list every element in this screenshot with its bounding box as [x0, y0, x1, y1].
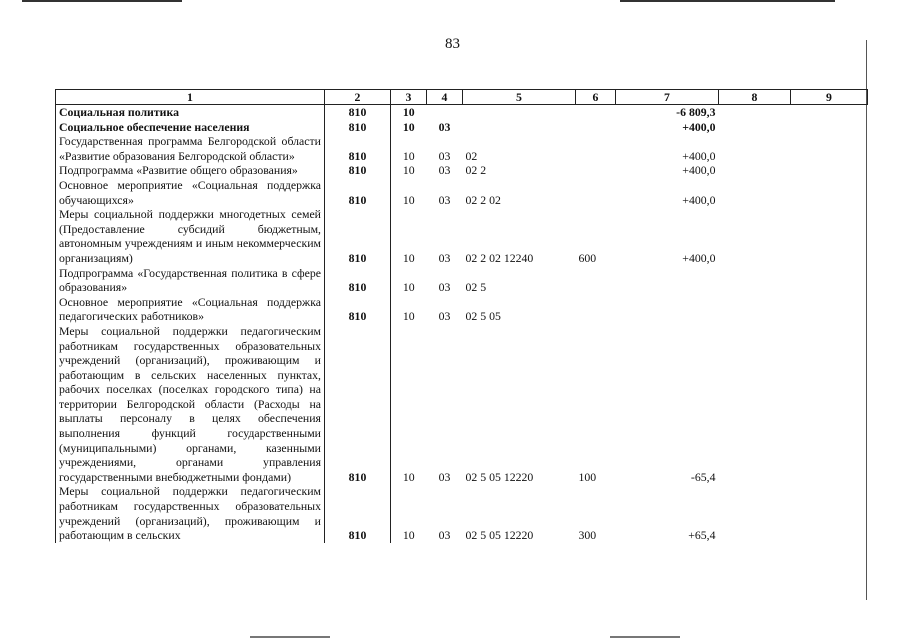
top-border-line-right	[620, 0, 835, 2]
code-subsection: 03	[438, 528, 451, 543]
col-8-cell	[719, 207, 791, 265]
col-9-cell	[791, 134, 868, 163]
col-8-cell	[719, 295, 791, 324]
code-section: 10	[402, 280, 415, 295]
col-8-cell	[719, 105, 791, 120]
code-subsection: 03	[438, 250, 451, 265]
col-9-cell	[791, 178, 868, 207]
col-9-cell	[791, 163, 868, 178]
code-section: 10	[402, 163, 415, 178]
amount	[616, 295, 719, 324]
budget-table	[55, 89, 868, 543]
row-name: Основное мероприятие «Социальная поддержка обучающихся»	[56, 178, 325, 207]
amount: -6 809,3	[676, 105, 716, 119]
code-subsection	[427, 105, 463, 120]
code-expense-type	[576, 295, 616, 324]
bottom-margin-mark-left	[250, 636, 330, 638]
amount: +400,0	[682, 250, 716, 265]
row-name: Социальное обеспечение населения	[56, 120, 325, 135]
header-col-8: 8	[719, 90, 791, 105]
code-target: 02 2 02	[465, 192, 501, 207]
code-target: 02	[465, 148, 478, 163]
code-subsection: 03	[438, 309, 451, 324]
code-section: 10	[402, 119, 415, 134]
code-admin: 810	[325, 105, 391, 120]
code-admin: 810	[325, 178, 391, 207]
code-subsection: 03	[438, 119, 451, 134]
header-col-1: 1	[56, 90, 325, 105]
code-target	[463, 105, 576, 120]
col-8-cell	[719, 134, 791, 163]
col-8-cell	[719, 484, 791, 542]
table-row	[56, 120, 868, 135]
code-expense-type	[576, 163, 616, 178]
code-expense-type: 600	[578, 250, 597, 265]
table-row	[56, 295, 868, 324]
code-subsection: 03	[438, 469, 451, 484]
code-target: 02 2	[465, 163, 487, 178]
col-9-cell	[791, 295, 868, 324]
table-row	[56, 207, 868, 265]
header-col-3: 3	[391, 90, 427, 105]
row-name: Социальная политика	[56, 105, 325, 120]
code-subsection: 03	[438, 163, 451, 178]
col-8-cell	[719, 178, 791, 207]
page-number: 83	[445, 36, 460, 52]
table-row	[56, 105, 868, 120]
col-9-cell	[791, 105, 868, 120]
code-expense-type: 100	[578, 469, 597, 484]
code-section: 10	[402, 105, 415, 119]
table-row	[56, 266, 868, 295]
col-9-cell	[791, 120, 868, 135]
header-col-5: 5	[463, 90, 576, 105]
code-target: 02 5 05 12220	[465, 528, 534, 543]
col-9-cell	[791, 266, 868, 295]
code-section: 10	[402, 469, 415, 484]
code-expense-type	[576, 266, 616, 295]
amount: +400,0	[682, 148, 716, 163]
code-admin: 810	[325, 207, 391, 265]
code-target: 02 2 02 12240	[465, 250, 534, 265]
code-section: 10	[402, 192, 415, 207]
code-subsection: 03	[438, 148, 451, 163]
col-8-cell	[719, 120, 791, 135]
header-col-9: 9	[791, 90, 868, 105]
code-admin: 810	[325, 484, 391, 542]
row-name: Государственная программа Белгородской области «Развитие образования Белгородской области»	[56, 134, 325, 163]
code-expense-type: 300	[578, 528, 597, 543]
top-border-line-left	[22, 0, 182, 2]
code-admin: 810	[325, 163, 391, 178]
row-name: Меры социальной поддержки многодетных семей (Предоставление субсидий бюджетным, автономным учреждениям и иным некоммерческим организациям)	[56, 207, 325, 265]
code-expense-type	[576, 178, 616, 207]
code-admin: 810	[325, 324, 391, 485]
row-name: Подпрограмма «Развитие общего образования»	[56, 163, 325, 178]
row-name: Меры социальной поддержки педагогическим работникам государственных образовательных учреждений (организаций), проживающим и работающим в сельских населенных пунктах, рабочих поселках (поселках городского типа) на территории Белгородской области (Расходы на выплаты персоналу в целях обеспечения выполнения функций государственными (муниципальными) органами, казенными учреждениями, органами управления государственными внебюджетными фондами)	[56, 324, 325, 485]
table-row	[56, 324, 868, 485]
header-col-7: 7	[616, 90, 719, 105]
code-expense-type	[576, 105, 616, 120]
amount	[616, 266, 719, 295]
amount: +65,4	[688, 528, 716, 543]
header-row	[56, 90, 868, 105]
header-col-4: 4	[427, 90, 463, 105]
code-section: 10	[402, 309, 415, 324]
code-expense-type	[576, 120, 616, 135]
code-target: 02 5	[465, 280, 487, 295]
table-row	[56, 163, 868, 178]
amount: +400,0	[682, 163, 716, 178]
header-col-6: 6	[576, 90, 616, 105]
code-admin: 810	[325, 120, 391, 135]
row-name: Меры социальной поддержки педагогическим работникам государственных образовательных учреждений (организаций), проживающим и работающим в сельских	[56, 484, 325, 542]
table-row	[56, 134, 868, 163]
col-9-cell	[791, 324, 868, 485]
code-subsection: 03	[438, 280, 451, 295]
col-8-cell	[719, 163, 791, 178]
code-admin: 810	[325, 295, 391, 324]
amount: +400,0	[682, 119, 716, 134]
col-8-cell	[719, 266, 791, 295]
amount: -65,4	[690, 469, 716, 484]
code-section: 10	[402, 148, 415, 163]
code-admin: 810	[325, 266, 391, 295]
code-target: 02 5 05 12220	[465, 469, 534, 484]
code-section: 10	[402, 250, 415, 265]
bottom-margin-mark-right	[610, 636, 680, 638]
col-9-cell	[791, 207, 868, 265]
amount: +400,0	[682, 192, 716, 207]
row-name: Основное мероприятие «Социальная поддержка педагогических работников»	[56, 295, 325, 324]
code-subsection: 03	[438, 192, 451, 207]
code-expense-type	[576, 134, 616, 163]
table-row	[56, 178, 868, 207]
code-target: 02 5 05	[465, 309, 501, 324]
row-name: Подпрограмма «Государственная политика в сфере образования»	[56, 266, 325, 295]
header-col-2: 2	[325, 90, 391, 105]
col-8-cell	[719, 324, 791, 485]
code-section: 10	[402, 528, 415, 543]
code-target	[463, 120, 576, 135]
col-9-cell	[791, 484, 868, 542]
code-admin: 810	[325, 134, 391, 163]
table-row	[56, 484, 868, 542]
